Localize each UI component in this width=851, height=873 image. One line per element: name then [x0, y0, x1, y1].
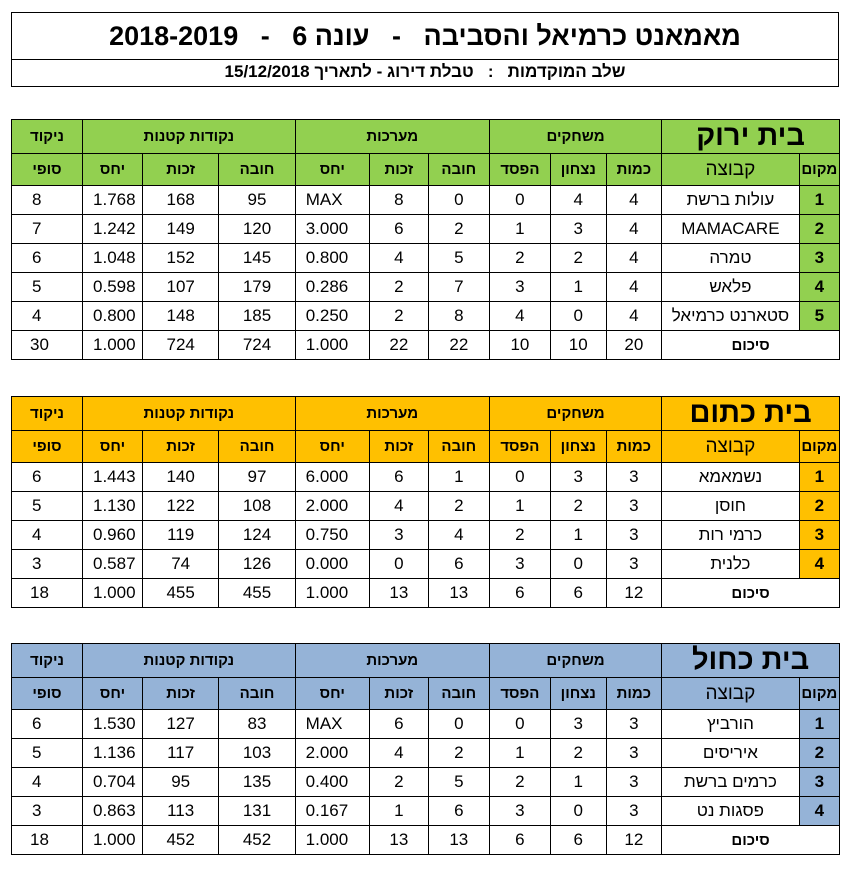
wins-cell: 2 [550, 492, 606, 521]
sets-debit-cell: 2 [428, 739, 489, 768]
pts-ratio-cell: 0.587 [83, 550, 143, 579]
summary-sets-debit: 13 [428, 826, 489, 855]
house-name: בית ירוק [662, 120, 840, 154]
final-cell: 5 [12, 739, 83, 768]
rank-cell: 5 [799, 302, 839, 331]
pts-credit-cell: 140 [142, 463, 218, 492]
sets-credit-cell: 8 [369, 186, 428, 215]
points-group-header: נקודות קטנות [83, 397, 296, 431]
pts-credit-cell: 127 [142, 710, 218, 739]
summary-sets-debit: 22 [428, 331, 489, 360]
rank-cell: 2 [799, 492, 839, 521]
team-header: קבוצה [662, 154, 799, 186]
table-row [12, 186, 840, 215]
pts-credit-cell: 107 [143, 273, 219, 302]
rank-cell: 4 [799, 273, 839, 302]
losses-cell: 0 [489, 710, 550, 739]
losses-cell: 2 [489, 244, 550, 273]
wins-cell: 1 [550, 273, 606, 302]
sets-group-header: מערכות [295, 120, 489, 154]
pts-debit-cell: 179 [219, 273, 295, 302]
played-cell: 3 [606, 768, 662, 797]
sets-credit-cell: 2 [369, 768, 428, 797]
sets-credit-cell: 6 [369, 463, 428, 492]
column-header-row [12, 678, 840, 710]
pts-ratio-cell: 1.130 [83, 492, 143, 521]
sets-ratio-cell: 0.400 [295, 768, 369, 797]
sets-group-header: מערכות [295, 644, 489, 678]
points-credit-header: זכות [142, 678, 218, 710]
losses-cell: 2 [489, 768, 550, 797]
wins-cell: 4 [550, 186, 606, 215]
pts-ratio-cell: 0.863 [83, 797, 143, 826]
losses-cell: 3 [489, 797, 550, 826]
wins-header: נצחון [550, 678, 606, 710]
pts-credit-cell: 168 [143, 186, 219, 215]
sets-debit-cell: 0 [428, 186, 489, 215]
points-debit-header: חובה [219, 431, 295, 463]
summary-label: סיכום [662, 826, 840, 855]
sets-ratio-cell: 0.286 [295, 273, 369, 302]
summary-played: 12 [606, 826, 662, 855]
final-header: סופי [12, 154, 83, 186]
summary-pts-credit: 724 [143, 331, 219, 360]
summary-row [12, 826, 840, 855]
points-ratio-header: יחס [83, 431, 143, 463]
pts-ratio-cell: 0.598 [83, 273, 143, 302]
rank-cell: 4 [799, 550, 839, 579]
summary-label: סיכום [662, 579, 840, 608]
final-header: סופי [12, 431, 83, 463]
table-row [12, 768, 840, 797]
pts-debit-cell: 126 [219, 550, 295, 579]
summary-sets-credit: 13 [369, 579, 428, 608]
sets-debit-cell: 6 [428, 797, 489, 826]
final-cell: 8 [12, 186, 83, 215]
wins-cell: 2 [550, 739, 606, 768]
pts-debit-cell: 103 [219, 739, 295, 768]
team-name: חוסן [662, 492, 799, 521]
sets-ratio-cell: 2.000 [295, 739, 369, 768]
rank-cell: 3 [799, 768, 839, 797]
summary-losses: 6 [489, 579, 550, 608]
sets-credit-cell: 6 [369, 710, 428, 739]
wins-cell: 0 [550, 302, 606, 331]
sets-debit-cell: 1 [428, 463, 489, 492]
team-name: נשמאמא [662, 463, 799, 492]
games-group-header: משחקים [489, 644, 661, 678]
summary-losses: 6 [489, 826, 550, 855]
final-cell: 3 [12, 550, 83, 579]
played-cell: 3 [606, 797, 662, 826]
losses-cell: 0 [489, 186, 550, 215]
summary-sets-credit: 13 [369, 826, 428, 855]
pts-ratio-cell: 1.768 [83, 186, 143, 215]
sets-credit-cell: 1 [369, 797, 428, 826]
table-row [12, 739, 840, 768]
column-header-row [12, 431, 840, 463]
pts-credit-cell: 152 [143, 244, 219, 273]
sets-credit-cell: 0 [369, 550, 428, 579]
pts-ratio-cell: 1.048 [83, 244, 143, 273]
wins-cell: 3 [550, 215, 606, 244]
pts-debit-cell: 185 [219, 302, 295, 331]
rank-cell: 2 [799, 739, 839, 768]
sets-debit-cell: 2 [428, 492, 489, 521]
sets-debit-cell: 6 [428, 550, 489, 579]
points-group-header: נקודות קטנות [83, 644, 296, 678]
rank-header: מקום [799, 678, 839, 710]
games-group-header: משחקים [489, 120, 661, 154]
played-cell: 3 [606, 521, 662, 550]
sets-ratio-cell: 0.800 [295, 244, 369, 273]
group-header-row [12, 397, 840, 431]
final-cell: 4 [12, 302, 83, 331]
played-cell: 4 [606, 273, 662, 302]
losses-cell: 0 [489, 463, 550, 492]
team-name: עולות ברשת [662, 186, 799, 215]
sets-debit-cell: 5 [428, 244, 489, 273]
final-cell: 5 [12, 273, 83, 302]
wins-cell: 1 [550, 768, 606, 797]
table-row [12, 302, 840, 331]
played-cell: 3 [606, 710, 662, 739]
column-header-row [12, 154, 840, 186]
team-name: כלנית [662, 550, 799, 579]
team-name: טמרה [662, 244, 799, 273]
summary-played: 12 [606, 579, 662, 608]
played-cell: 4 [606, 302, 662, 331]
points-ratio-header: יחס [83, 678, 143, 710]
score-group-header: ניקוד [12, 644, 83, 678]
played-header: כמות [606, 154, 662, 186]
team-name: איריסים [662, 739, 799, 768]
team-name: MAMACARE [662, 215, 799, 244]
played-cell: 4 [606, 186, 662, 215]
summary-wins: 10 [550, 331, 606, 360]
sets-credit-header: זכות [369, 154, 428, 186]
sets-ratio-cell: MAX [295, 710, 369, 739]
sets-ratio-cell: 2.000 [295, 492, 369, 521]
pts-ratio-cell: 0.704 [83, 768, 143, 797]
table-row [12, 463, 840, 492]
house-table [11, 396, 840, 608]
table-row [12, 215, 840, 244]
sets-debit-cell: 7 [428, 273, 489, 302]
sets-debit-cell: 4 [428, 521, 489, 550]
played-header: כמות [606, 678, 662, 710]
points-debit-header: חובה [219, 678, 295, 710]
sets-ratio-cell: 0.167 [295, 797, 369, 826]
sets-credit-cell: 4 [369, 244, 428, 273]
sets-credit-cell: 3 [369, 521, 428, 550]
page-header [11, 12, 839, 88]
sets-credit-cell: 2 [369, 302, 428, 331]
group-header-row [12, 644, 840, 678]
pts-credit-cell: 95 [142, 768, 218, 797]
pts-credit-cell: 113 [142, 797, 218, 826]
table-row [12, 550, 840, 579]
table-row [12, 797, 840, 826]
pts-ratio-cell: 0.800 [83, 302, 143, 331]
wins-cell: 0 [550, 550, 606, 579]
losses-header: הפסד [489, 678, 550, 710]
played-cell: 4 [606, 244, 662, 273]
final-cell: 5 [12, 492, 83, 521]
sets-ratio-cell: 3.000 [295, 215, 369, 244]
sets-group-header: מערכות [295, 397, 489, 431]
team-name: פסגות נט [662, 797, 799, 826]
points-debit-header: חובה [219, 154, 295, 186]
team-name: פלאש [662, 273, 799, 302]
sets-ratio-cell: 6.000 [295, 463, 369, 492]
house-table [11, 643, 840, 855]
pts-debit-cell: 95 [219, 186, 295, 215]
losses-cell: 2 [489, 521, 550, 550]
rank-cell: 1 [799, 710, 839, 739]
summary-final: 18 [12, 579, 83, 608]
losses-cell: 1 [489, 492, 550, 521]
house-table [11, 119, 840, 360]
played-cell: 3 [606, 739, 662, 768]
summary-row [12, 579, 840, 608]
rank-cell: 1 [799, 463, 839, 492]
summary-pts-credit: 452 [142, 826, 218, 855]
page-subtitle: שלב המוקדמות : טבלת דירוג - לתאריך 15/12/2018 [11, 58, 839, 87]
played-header: כמות [606, 431, 662, 463]
final-header: סופי [12, 678, 83, 710]
final-cell: 7 [12, 215, 83, 244]
pts-debit-cell: 131 [219, 797, 295, 826]
group-header-row [12, 120, 840, 154]
sets-debit-cell: 0 [428, 710, 489, 739]
sets-credit-cell: 2 [369, 273, 428, 302]
sets-ratio-cell: 0.250 [295, 302, 369, 331]
pts-debit-cell: 135 [219, 768, 295, 797]
sets-debit-header: חובה [428, 154, 489, 186]
score-group-header: ניקוד [12, 397, 83, 431]
team-name: כרמים ברשת [662, 768, 799, 797]
sets-debit-header: חובה [428, 431, 489, 463]
wins-cell: 1 [550, 521, 606, 550]
pts-ratio-cell: 1.242 [83, 215, 143, 244]
losses-cell: 1 [489, 215, 550, 244]
team-name: הורביץ [662, 710, 799, 739]
rank-cell: 3 [799, 244, 839, 273]
sets-debit-header: חובה [428, 678, 489, 710]
sets-ratio-cell: 0.000 [295, 550, 369, 579]
points-credit-header: זכות [143, 154, 219, 186]
table-row [12, 710, 840, 739]
sets-credit-cell: 4 [369, 739, 428, 768]
wins-cell: 2 [550, 244, 606, 273]
rank-cell: 1 [799, 186, 839, 215]
final-cell: 6 [12, 710, 83, 739]
summary-pts-credit: 455 [142, 579, 218, 608]
points-ratio-header: יחס [83, 154, 143, 186]
summary-pts-debit: 455 [219, 579, 295, 608]
games-group-header: משחקים [489, 397, 661, 431]
pts-debit-cell: 83 [219, 710, 295, 739]
rank-header: מקום [799, 154, 839, 186]
sets-credit-cell: 6 [369, 215, 428, 244]
rank-cell: 2 [799, 215, 839, 244]
losses-header: הפסד [489, 154, 550, 186]
sets-debit-cell: 5 [428, 768, 489, 797]
wins-cell: 0 [550, 797, 606, 826]
house-name: בית כתום [662, 397, 840, 431]
losses-cell: 1 [489, 739, 550, 768]
losses-header: הפסד [489, 431, 550, 463]
sets-credit-cell: 4 [369, 492, 428, 521]
pts-debit-cell: 120 [219, 215, 295, 244]
points-group-header: נקודות קטנות [83, 120, 296, 154]
pts-credit-cell: 149 [143, 215, 219, 244]
pts-credit-cell: 148 [143, 302, 219, 331]
played-cell: 4 [606, 215, 662, 244]
summary-final: 30 [12, 331, 83, 360]
table-row [12, 273, 840, 302]
pts-credit-cell: 74 [142, 550, 218, 579]
pts-ratio-cell: 1.530 [83, 710, 143, 739]
table-row [12, 244, 840, 273]
score-group-header: ניקוד [12, 120, 83, 154]
sets-ratio-header: יחס [295, 678, 369, 710]
sets-debit-cell: 2 [428, 215, 489, 244]
wins-header: נצחון [550, 431, 606, 463]
pts-ratio-cell: 0.960 [83, 521, 143, 550]
team-header: קבוצה [662, 431, 799, 463]
rank-cell: 4 [799, 797, 839, 826]
final-cell: 6 [12, 463, 83, 492]
rank-header: מקום [799, 431, 839, 463]
page-title: מאמאנט כרמיאל והסביבה - עונה 6 - 2018-2019 [11, 12, 839, 60]
table-row [12, 521, 840, 550]
table-row [12, 492, 840, 521]
team-name: סטארנט כרמיאל [662, 302, 799, 331]
played-cell: 3 [606, 492, 662, 521]
pts-credit-cell: 119 [142, 521, 218, 550]
final-cell: 6 [12, 244, 83, 273]
summary-wins: 6 [550, 579, 606, 608]
pts-debit-cell: 124 [219, 521, 295, 550]
losses-cell: 3 [489, 550, 550, 579]
wins-header: נצחון [550, 154, 606, 186]
sets-ratio-header: יחס [295, 154, 369, 186]
pts-ratio-cell: 1.136 [83, 739, 143, 768]
sets-credit-header: זכות [369, 678, 428, 710]
summary-pts-debit: 452 [219, 826, 295, 855]
pts-credit-cell: 117 [142, 739, 218, 768]
summary-row [12, 331, 840, 360]
sets-credit-header: זכות [369, 431, 428, 463]
final-cell: 4 [12, 521, 83, 550]
summary-losses: 10 [489, 331, 550, 360]
summary-final: 18 [12, 826, 83, 855]
team-name: כרמי רות [662, 521, 799, 550]
pts-ratio-cell: 1.443 [83, 463, 143, 492]
final-cell: 4 [12, 768, 83, 797]
final-cell: 3 [12, 797, 83, 826]
summary-sets-ratio: 1.000 [295, 826, 369, 855]
wins-cell: 3 [550, 710, 606, 739]
sets-debit-cell: 8 [428, 302, 489, 331]
sets-ratio-cell: MAX [295, 186, 369, 215]
summary-pts-ratio: 1.000 [83, 826, 143, 855]
summary-pts-debit: 724 [219, 331, 295, 360]
summary-pts-ratio: 1.000 [83, 579, 143, 608]
sets-ratio-cell: 0.750 [295, 521, 369, 550]
pts-debit-cell: 97 [219, 463, 295, 492]
summary-label: סיכום [662, 331, 840, 360]
rank-cell: 3 [799, 521, 839, 550]
played-cell: 3 [606, 463, 662, 492]
pts-credit-cell: 122 [142, 492, 218, 521]
summary-wins: 6 [550, 826, 606, 855]
summary-sets-ratio: 1.000 [295, 579, 369, 608]
summary-pts-ratio: 1.000 [83, 331, 143, 360]
played-cell: 3 [606, 550, 662, 579]
team-header: קבוצה [662, 678, 799, 710]
points-credit-header: זכות [142, 431, 218, 463]
pts-debit-cell: 145 [219, 244, 295, 273]
summary-sets-debit: 13 [428, 579, 489, 608]
losses-cell: 3 [489, 273, 550, 302]
losses-cell: 4 [489, 302, 550, 331]
summary-sets-ratio: 1.000 [295, 331, 369, 360]
wins-cell: 3 [550, 463, 606, 492]
sets-ratio-header: יחס [295, 431, 369, 463]
summary-sets-credit: 22 [369, 331, 428, 360]
house-name: בית כחול [662, 644, 840, 678]
pts-debit-cell: 108 [219, 492, 295, 521]
summary-played: 20 [606, 331, 662, 360]
